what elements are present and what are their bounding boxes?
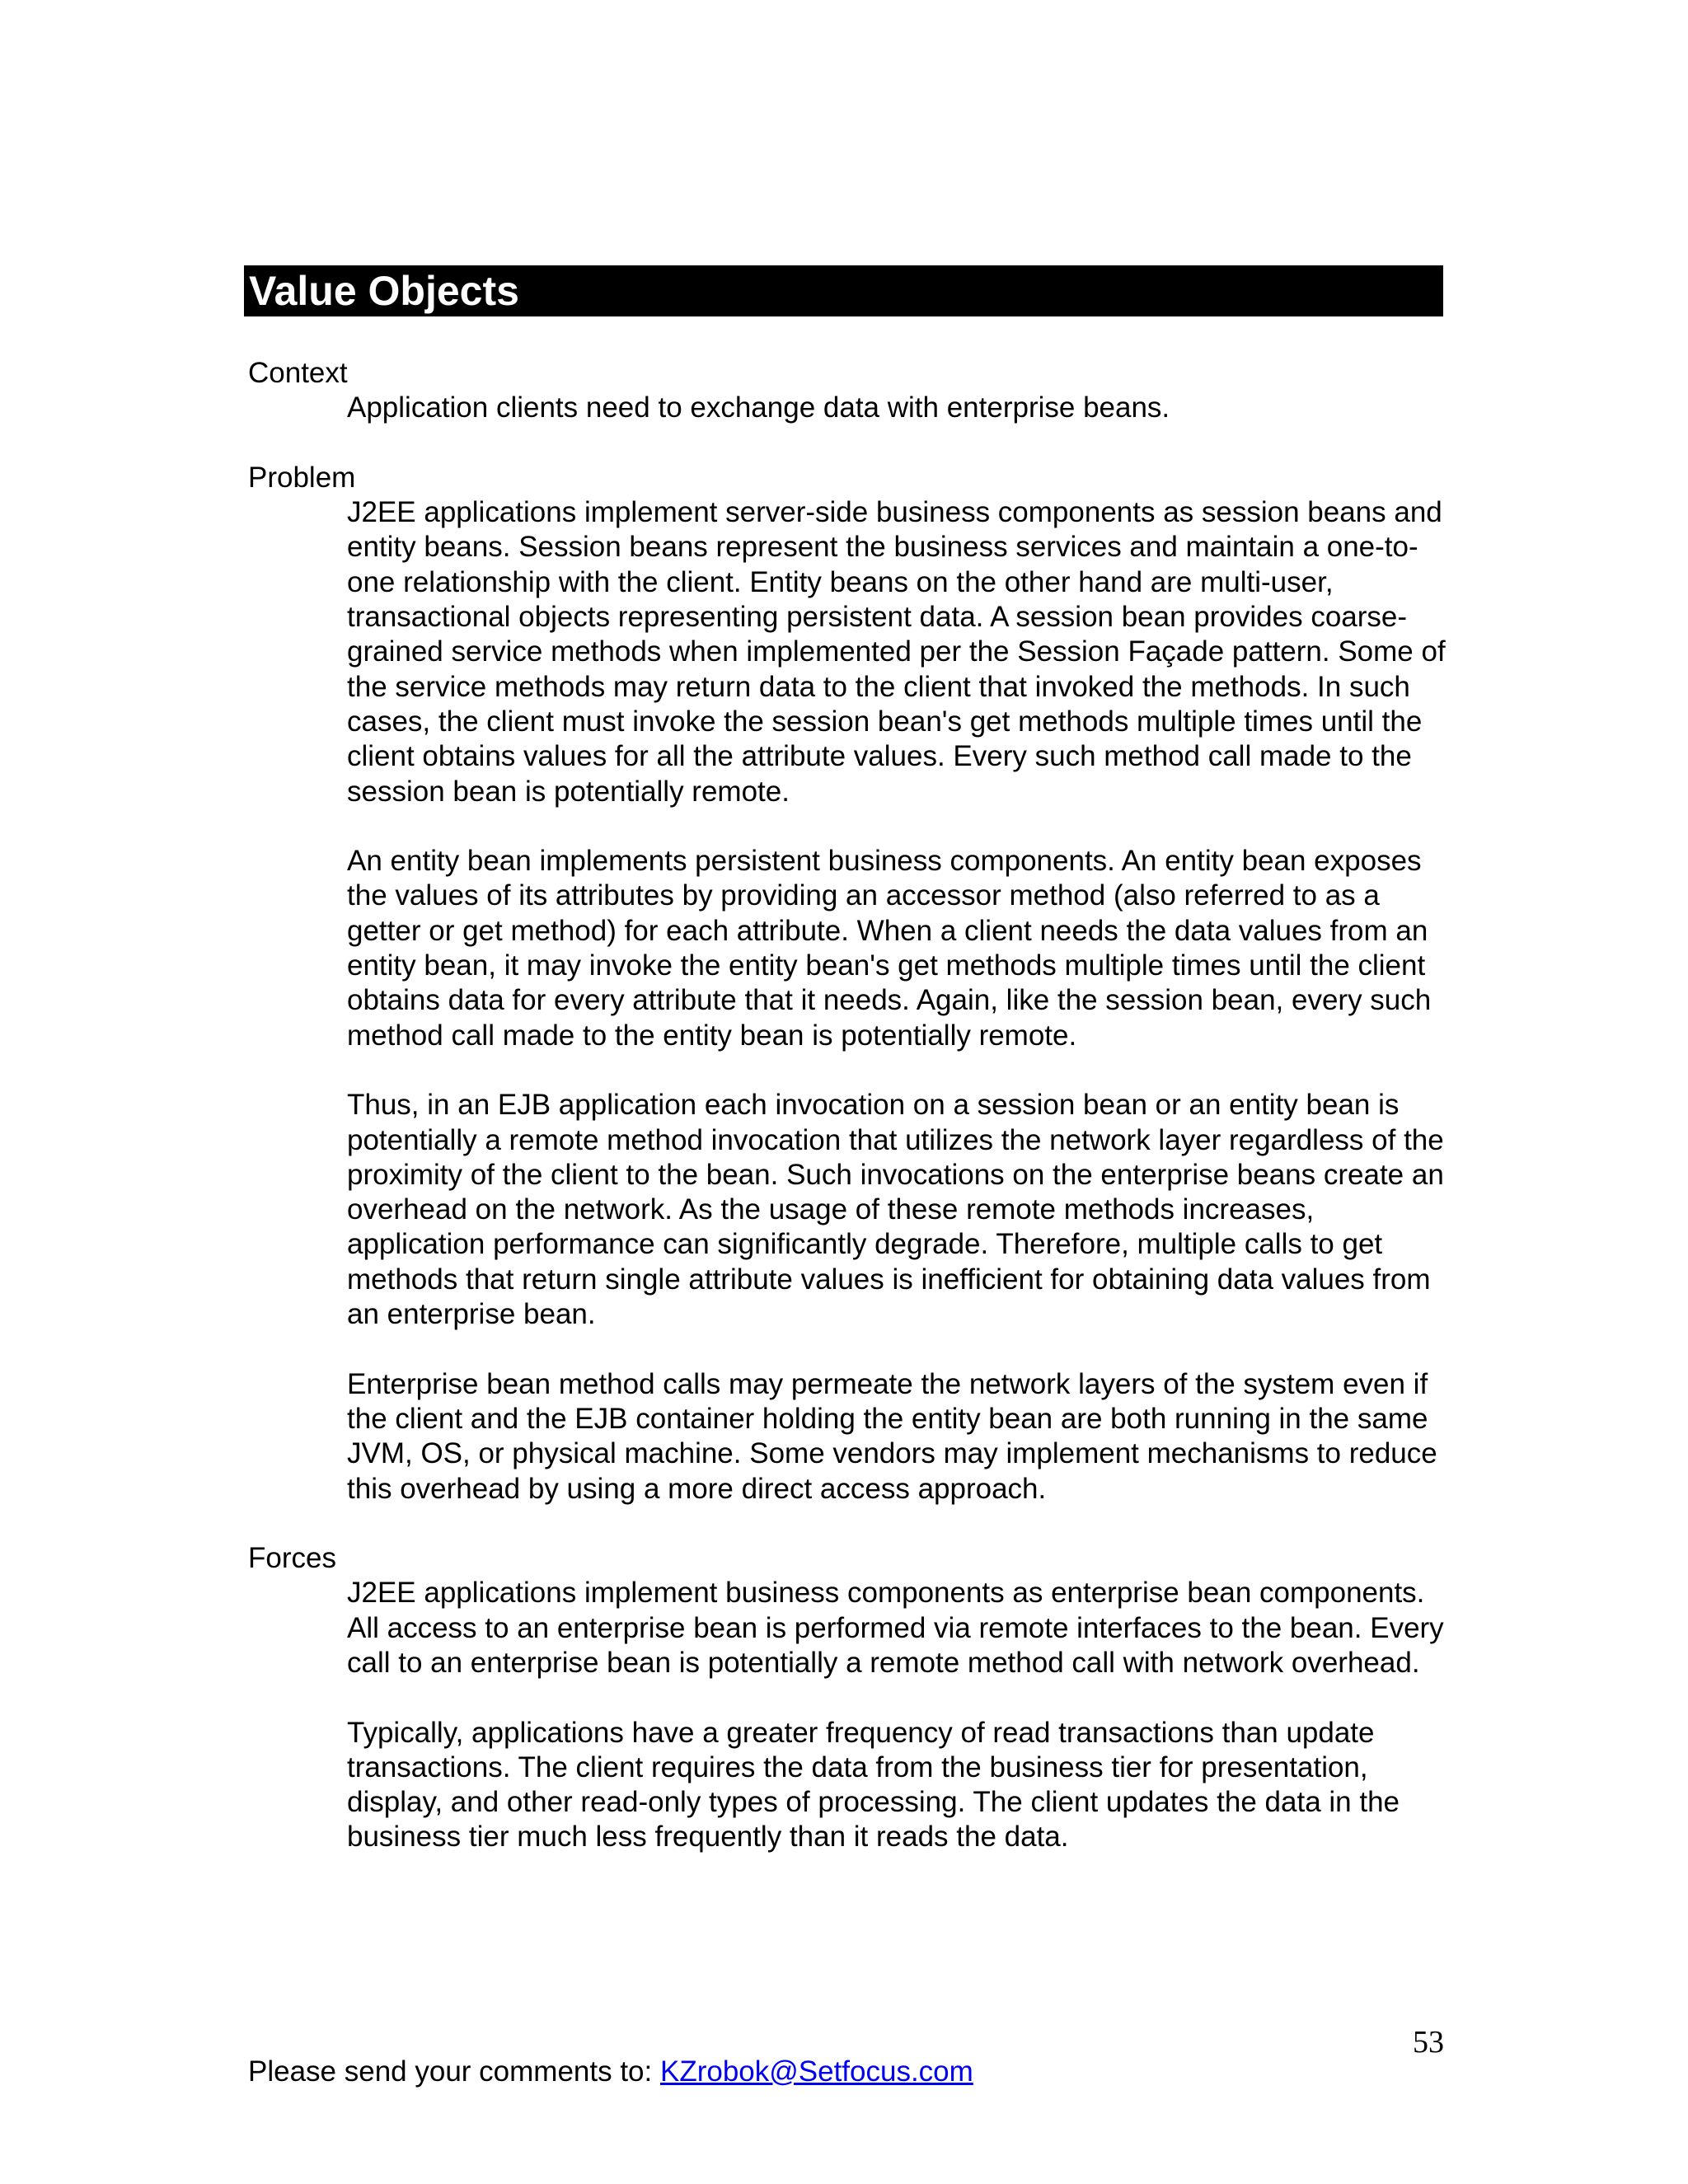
section-context	[248, 356, 1451, 426]
page-title: Value Objects	[244, 265, 1443, 316]
section-problem	[248, 461, 1451, 1507]
document-body	[248, 356, 1451, 1855]
section-label: Context	[248, 357, 348, 389]
footer	[248, 2055, 973, 2089]
footer-text: Please send your comments to:	[248, 2055, 660, 2088]
paragraph: Typically, applications have a greater frequency of read transactions than update transactions. The client requires the data from the business tier for presentation, display, and other read-only types of processing. The client updates the data in the business tier much less frequently than it reads the data.	[347, 1716, 1400, 1854]
paragraph: J2EE applications implement server-side business components as session beans and entity beans. Session beans represent the business services and maintain a one-to-one relationship with the client. Entity beans on the other hand are multi-user, transactional objects representing persistent data. A session bean provides coarse-grained service methods when implemented per the Session Façade pattern. Some of the service methods may return data to the client that invoked the methods. In such cases, the client must invoke the session bean's get methods multiple times until the client obtains values for all the attribute values. Every such method call made to the session bean is potentially remote.	[347, 496, 1446, 808]
section-forces	[248, 1541, 1451, 1855]
section-body	[347, 1576, 1451, 1854]
section-body	[347, 495, 1451, 1507]
section-label: Problem	[248, 461, 356, 494]
email-link[interactable]: KZrobok@Setfocus.com	[659, 2055, 973, 2088]
paragraph: Enterprise bean method calls may permeate the network layers of the system even if the client and the EJB container holding the entity bean are both running in the same JVM, OS, or physical machine. Some vendors may implement mechanisms to reduce this overhead by using a more direct access approach.	[347, 1367, 1437, 1505]
paragraph: J2EE applications implement business components as enterprise bean components. All access to an enterprise bean is performed via remote interfaces to the bean. Every call to an enterprise bean is potentially a remote method call with network overhead.	[347, 1577, 1444, 1679]
paragraph: Thus, in an EJB application each invocation on a session bean or an entity bean is potentially a remote method invocation that utilizes the network layer regardless of the proximity of the client to the bean. Such invocations on the enterprise beans create an overhead on the network. As the usage of these remote methods increases, application performance can significantly degrade. Therefore, multiple calls to get methods that return single attribute values is inefficient for obtaining data values from an enterprise bean.	[347, 1089, 1444, 1331]
page-number: 53	[1413, 2025, 1444, 2060]
paragraph: An entity bean implements persistent business components. An entity bean exposes the values of its attributes by providing an accessor method (also referred to as a getter or get method) for each attribute. When a client needs the data values from an entity bean, it may invoke the entity bean's get methods multiple times until the client obtains data for every attribute that it needs. Again, like the session bean, every such method call made to the entity bean is potentially remote.	[347, 845, 1432, 1052]
paragraph: Application clients need to exchange data with enterprise beans.	[347, 391, 1170, 424]
section-label: Forces	[248, 1542, 336, 1575]
section-body	[347, 391, 1451, 425]
